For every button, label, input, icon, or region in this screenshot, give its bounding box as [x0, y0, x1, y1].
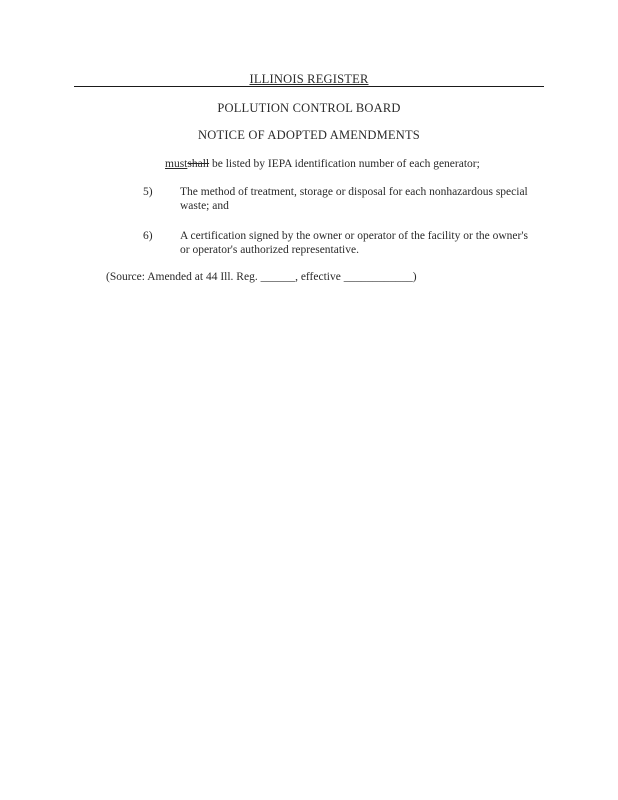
item-number: 5) — [143, 186, 153, 198]
source-note: (Source: Amended at 44 Ill. Reg. ______, effective ____________) — [106, 271, 417, 283]
item-number: 6) — [143, 230, 153, 242]
notice-heading: NOTICE OF ADOPTED AMENDMENTS — [198, 128, 420, 142]
item-text: A certification signed by the owner or operator of the facility or the owner's or operator's authorized representative. — [180, 230, 528, 256]
agency-heading: POLLUTION CONTROL BOARD — [217, 101, 401, 115]
register-title — [0, 72, 618, 87]
continuation-text: be listed by IEPA identification number of each generator; — [209, 158, 480, 170]
header-rule — [74, 86, 544, 87]
register-title-text: ILLINOIS REGISTER — [249, 72, 369, 86]
inserted-text: must — [165, 158, 188, 170]
item-text: The method of treatment, storage or disposal for each nonhazardous special waste; and — [180, 186, 528, 212]
continuation-line — [165, 157, 480, 171]
deleted-text: shall — [187, 158, 210, 170]
